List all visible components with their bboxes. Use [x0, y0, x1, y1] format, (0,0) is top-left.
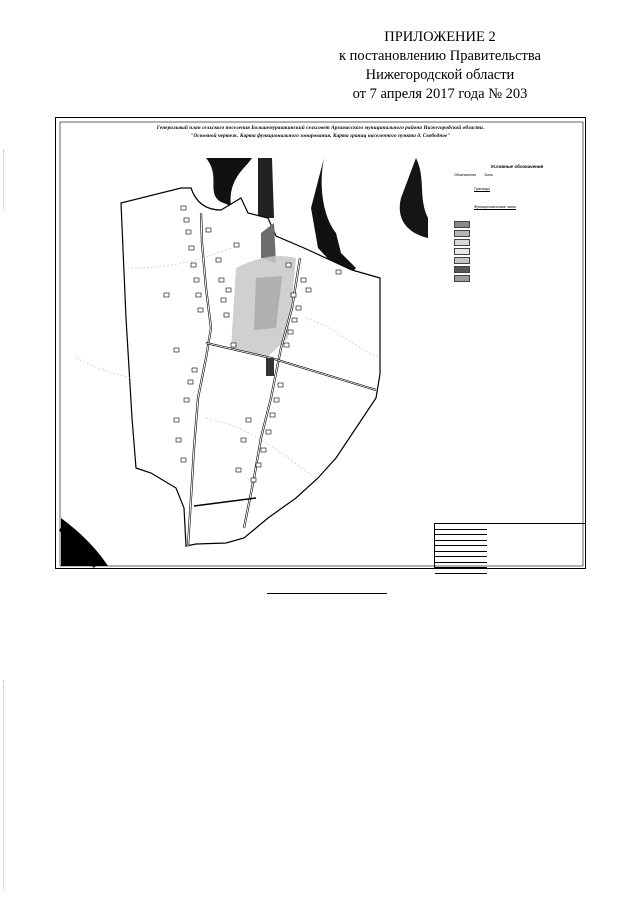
legend-swatch — [454, 303, 468, 308]
legend-item — [454, 220, 580, 229]
legend-item — [454, 292, 580, 301]
legend-item — [454, 301, 580, 310]
legend-swatch — [454, 257, 470, 264]
legend-item — [454, 193, 580, 202]
legend-item — [454, 256, 580, 265]
legend-item — [454, 211, 580, 220]
scan-artifact — [3, 680, 4, 890]
legend-item — [454, 238, 580, 247]
legend-col-symbol: Обозначение — [454, 173, 477, 177]
legend-swatch — [454, 239, 470, 246]
legend-heading: Условные обозначения — [490, 164, 544, 169]
resolution-line: к постановлению Правительства — [339, 48, 541, 64]
legend-swatch — [454, 195, 468, 200]
water-area-right — [400, 158, 428, 238]
legend-label: Границы — [474, 186, 490, 191]
dark-area-bottom-left — [61, 518, 108, 566]
appendix-title: ПРИЛОЖЕНИЕ 2 — [384, 29, 496, 45]
forest-strip — [258, 158, 274, 218]
legend-swatch — [454, 248, 470, 255]
legend-items — [454, 184, 580, 319]
document-header — [310, 28, 570, 104]
scan-artifact — [3, 150, 4, 210]
legend-item — [454, 283, 580, 292]
map-title-line1: Генеральный план сельского поселения Большемурашкинский сельсовет Арзамасского муниципального района Нижегородской области. — [156, 125, 485, 131]
title-block — [434, 523, 586, 569]
map-title-line2: "Основной чертеж. Карта функционального зонирования. Карта границ населенного пункта д. Свободное" — [190, 133, 451, 139]
legend-item — [454, 265, 580, 274]
legend-swatch — [454, 230, 470, 237]
map-legend — [454, 164, 580, 319]
date-line: от 7 апреля 2017 года № 203 — [352, 86, 528, 102]
legend-swatch — [454, 221, 470, 228]
legend-col-zones: Зоны — [484, 173, 493, 177]
legend-item — [454, 202, 580, 211]
legend-column-headers — [454, 173, 580, 178]
forest-area-top — [206, 158, 252, 206]
legend-label: Функциональные зоны — [474, 204, 517, 209]
legend-swatch — [454, 266, 470, 273]
legend-item — [454, 229, 580, 238]
legend-swatch — [454, 204, 468, 209]
legend-swatch — [454, 312, 468, 317]
legend-item — [454, 274, 580, 283]
general-plan-map — [55, 117, 586, 569]
legend-swatch — [454, 186, 468, 191]
legend-item — [454, 310, 580, 319]
legend-swatch — [454, 294, 468, 299]
legend-swatch — [454, 213, 468, 218]
title-block-grid — [435, 524, 487, 568]
separator-line — [267, 593, 387, 594]
legend-item — [454, 184, 580, 193]
central-object — [266, 358, 274, 376]
region-line: Нижегородской области — [365, 67, 515, 83]
legend-swatch — [454, 285, 468, 290]
legend-swatch — [454, 275, 470, 282]
legend-item — [454, 247, 580, 256]
